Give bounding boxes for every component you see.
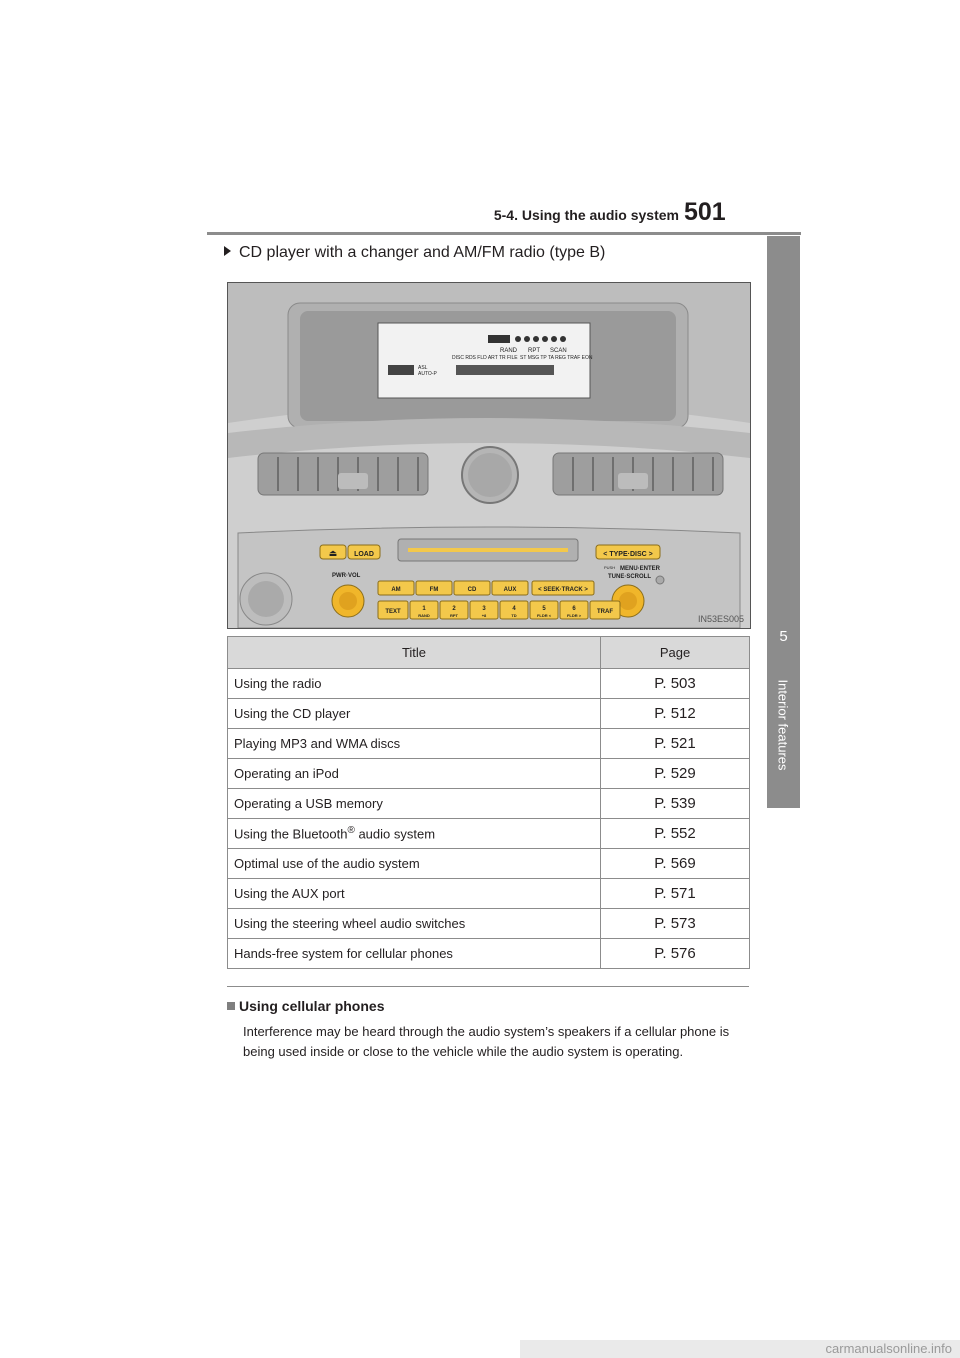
audio-panel-illustration [227, 282, 751, 629]
row-title: Using the CD player [228, 699, 601, 729]
row-title: Operating an iPod [228, 759, 601, 789]
row-title: Using the radio [228, 669, 601, 699]
row-page[interactable]: P. 539 [601, 789, 750, 819]
table-header-title: Title [228, 637, 601, 669]
row-title: Playing MP3 and WMA discs [228, 729, 601, 759]
header-rule [207, 232, 801, 235]
registered-mark: ® [347, 825, 355, 837]
note-heading [227, 998, 384, 1014]
row-page[interactable]: P. 573 [601, 909, 750, 939]
table-header-page: Page [601, 637, 750, 669]
contents-table [227, 636, 750, 969]
lcd-row-labels-a: DISC RDS FLD ART TR FILE [452, 355, 518, 361]
lcd-rand-label: RAND [500, 348, 518, 354]
row-title: Hands-free system for cellular phones [228, 939, 601, 969]
chapter-label: Interior features [775, 679, 791, 771]
table-row [228, 849, 750, 879]
preset-1-number: 1 [422, 606, 426, 612]
table-row [228, 909, 750, 939]
preset-5-number: 5 [542, 606, 546, 612]
row-title: Using the steering wheel audio switches [228, 909, 601, 939]
type-disc-button: < TYPE·DISC > [603, 551, 653, 558]
table-row [228, 939, 750, 969]
eject-icon: ⏏ [328, 548, 338, 558]
seek-track-button: < SEEK·TRACK > [538, 587, 588, 593]
preset-3-number: 3 [482, 606, 486, 612]
table-row [228, 819, 750, 849]
push-label: PUSH [604, 565, 616, 570]
table-row [228, 729, 750, 759]
cd-button: CD [467, 587, 477, 593]
row-page[interactable]: P. 552 [601, 819, 750, 849]
preset-6-number: 6 [572, 606, 576, 612]
row-title: Optimal use of the audio system [228, 849, 601, 879]
square-bullet-icon [227, 1002, 235, 1010]
row-page[interactable]: P. 529 [601, 759, 750, 789]
lcd-rpt-label: RPT [528, 348, 540, 354]
lcd-row-labels-b: ST MSG TP TA REG TRAF EON [520, 355, 593, 361]
note-divider [227, 986, 749, 987]
preset-2-sub: RPT [450, 613, 458, 618]
row-title-suffix: audio system [354, 826, 436, 842]
section-subtitle [224, 244, 605, 262]
am-button: AM [391, 587, 401, 593]
row-page[interactable]: P. 503 [601, 669, 750, 699]
row-title: Operating a USB memory [228, 789, 601, 819]
table-row [228, 879, 750, 909]
aux-button: AUX [503, 587, 517, 593]
table-row [228, 669, 750, 699]
row-title: Using the AUX port [228, 879, 601, 909]
load-button: LOAD [354, 551, 374, 558]
text-button: TEXT [385, 609, 401, 615]
row-page[interactable]: P. 576 [601, 939, 750, 969]
row-page[interactable]: P. 571 [601, 879, 750, 909]
preset-4-number: 4 [512, 606, 516, 612]
lcd-autop-label: AUTO-P [418, 371, 437, 377]
illustration-code: IN53ES005 [697, 614, 744, 624]
table-row [228, 699, 750, 729]
lcd-scan-label: SCAN [550, 348, 567, 354]
preset-4-sub: TD [511, 613, 517, 618]
table-row [228, 759, 750, 789]
pwr-vol-label: PWR·VOL [332, 573, 361, 579]
preset-5-sub: FLDR < [536, 613, 552, 618]
fm-button: FM [429, 587, 439, 593]
running-header-section: 5-4. Using the audio system [493, 207, 679, 223]
row-page[interactable]: P. 512 [601, 699, 750, 729]
note-body: Interference may be heard through the audio system’s speakers if a cellular phone is being used inside or close to the vehicle while the audio system is operating. [243, 1024, 730, 1059]
row-title-part: Using the Bluetooth [234, 826, 348, 842]
triangle-bullet-icon [224, 246, 231, 256]
chapter-number: 5 [779, 628, 788, 645]
preset-1-sub: RAND [418, 613, 430, 618]
lcd-asl-label: ASL [418, 365, 428, 371]
preset-6-sub: FLDR > [566, 613, 582, 618]
menu-enter-label: MENU·ENTER [620, 566, 660, 572]
watermark: carmanualsonline.info [520, 1340, 960, 1358]
page-number: 501 [684, 198, 726, 226]
table-row [228, 789, 750, 819]
subtitle-text: CD player with a changer and AM/FM radio (type B) [239, 244, 606, 261]
row-title-bluetooth [228, 819, 601, 849]
row-page[interactable]: P. 569 [601, 849, 750, 879]
note-heading-text: Using cellular phones [239, 998, 385, 1014]
tune-scroll-label: TUNE·SCROLL [608, 574, 651, 580]
preset-2-number: 2 [452, 606, 456, 612]
preset-3-sub: +8 [481, 613, 487, 618]
row-page[interactable]: P. 521 [601, 729, 750, 759]
traf-button: TRAF [597, 609, 613, 615]
